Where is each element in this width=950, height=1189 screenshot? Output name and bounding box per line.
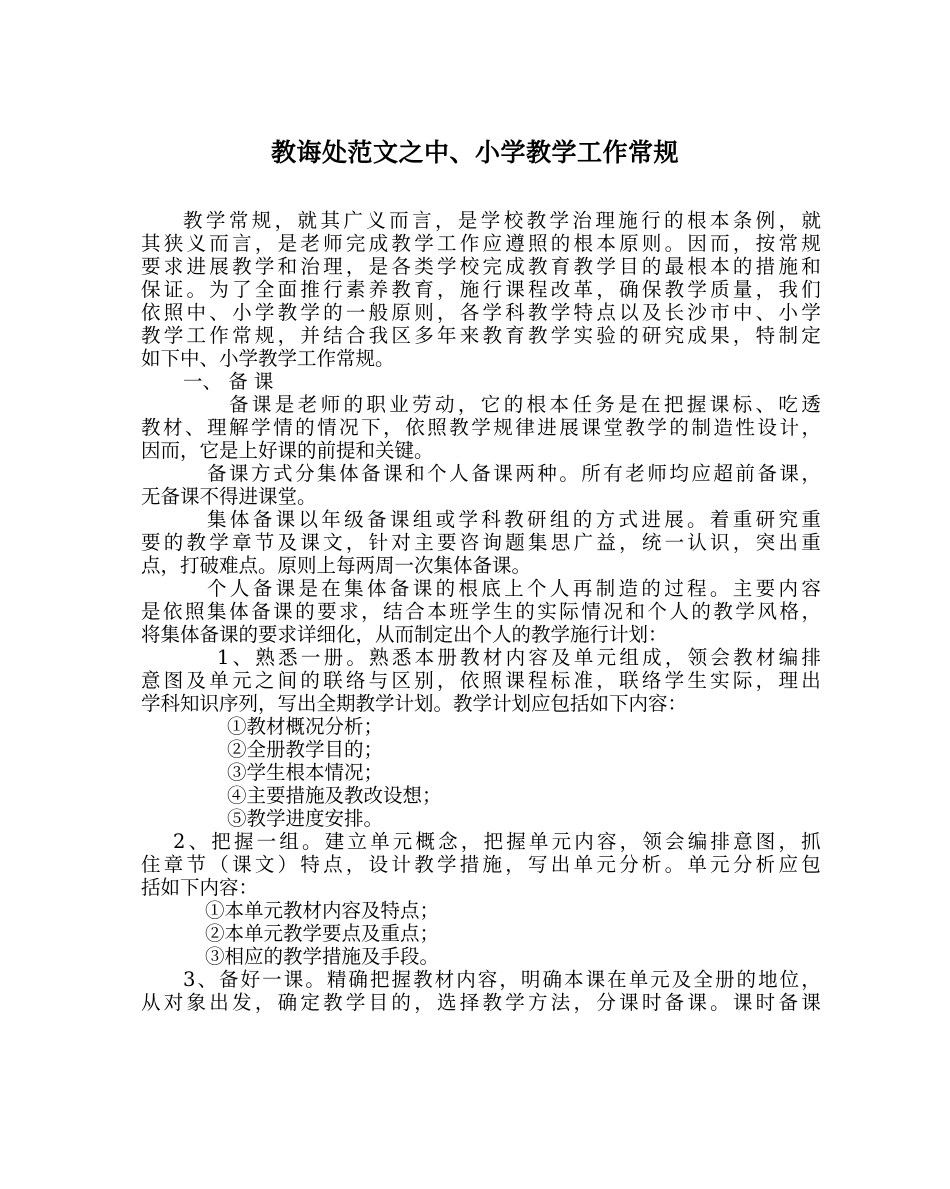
paragraph-line: 学科知识序列，写出全期教学计划。教学计划应包括如下内容： [141,692,688,715]
document-title: 教诲处范文之中、小学教学工作常规 [270,138,679,167]
paragraph-line: 要 求 进 展 教 学 和 治 理 ， 是 各 类 学 校 完 成 教 育 教 学 目 的 最 根 本 的 措 施 和 [141,255,821,278]
paragraph-line: ①本单元教材内容及特点； [205,899,440,922]
paragraph-line: 教 材 、 理 解 学 情 的 情 况 下 ， 依 照 教 学 规 律 进 展 课 堂 教 学 的 制 造 性 设 计 ， [141,416,821,439]
paragraph-line: 意 图 及 单 元 之 间 的 联 络 与 区 别 ， 依 照 课 程 标 准 ， 联 络 学 生 实 际 ， 理 出 [141,669,821,692]
paragraph-line: 个 人 备 课 是 在 集 体 备 课 的 根 底 上 个 人 再 制 造 的 过 程 。 主 要 内 容 [207,577,821,600]
paragraph-line: 集 体 备 课 以 年 级 备 课 组 或 学 科 教 研 组 的 方 式 进 展 。 着 重 研 究 重 [207,508,821,531]
paragraph-line: 因而，它是上好课的前提和关键。 [141,439,434,462]
paragraph-line: 住 章 节 （ 课 文 ） 特 点 ， 设 计 教 学 措 施 ， 写 出 单 元 分 析 。 单 元 分 析 应 包 [141,853,821,876]
paragraph-line: 依 照 中 、 小 学 教 学 的 一 般 原 则 ， 各 学 科 教 学 特 点 以 及 长 沙 市 中 、 小 学 [141,301,821,324]
paragraph-line: 如下中、小学教学工作常规。 [141,347,395,370]
paragraph-line: 无备课不得进课堂。 [141,485,317,508]
paragraph-line: ④主要措施及教改设想； [227,784,442,807]
paragraph-line: ②全册教学目的； [227,738,384,761]
paragraph-line: 从 对 象 出 发 ， 确 定 教 学 目 的 ， 选 择 教 学 方 法 ， 分 课 时 备 课 。 课 时 备 课 [141,991,821,1014]
paragraph-line: 备 课 是 老 师 的 职 业 劳 动 ， 它 的 根 本 任 务 是 在 把 握 课 标 、 吃 透 [229,393,821,416]
paragraph-line: ②本单元教学要点及重点； [205,922,440,945]
paragraph-line: 教 学 常 规 ， 就 其 广 义 而 言 ， 是 学 校 教 学 治 理 施 行 的 根 本 条 例 ， 就 [183,209,821,232]
paragraph-line: ⑤教学进度安排。 [227,807,384,830]
paragraph-line: 备 课 方 式 分 集 体 备 课 和 个 人 备 课 两 种 。 所 有 老 师 均 应 超 前 备 课 ， [207,462,821,485]
paragraph-line: ③相应的教学措施及手段。 [205,945,440,968]
paragraph-line: 教 学 工 作 常 规 ， 并 结 合 我 区 多 年 来 教 育 教 学 实 验 的 研 究 成 果 ， 特 制 定 [141,324,821,347]
paragraph-line: 括如下内容： [141,876,259,899]
paragraph-line: 2 、 把 握 一 组 。 建 立 单 元 概 念 ， 把 握 单 元 内 容 ， 领 会 编 排 意 图 ， 抓 [173,830,821,853]
paragraph-line: 保 证 。 为 了 全 面 推 行 素 养 教 育 ， 施 行 课 程 改 革 ， 确 保 教 学 质 量 ， 我 们 [141,278,821,301]
paragraph-line: 要 的 教 学 章 节 及 课 文 ， 针 对 主 要 咨 询 题 集 思 广 益 ， 统 一 认 识 ， 突 出 重 [141,531,821,554]
paragraph-line: 1 、 熟 悉 一 册 。 熟 悉 本 册 教 材 内 容 及 单 元 组 成 ， 领 会 教 材 编 排 [217,646,821,669]
paragraph-line: 将集体备课的要求详细化，从而制定出个人的教学施行计划： [141,623,668,646]
paragraph-line: 3 、 备 好 一 课 。 精 确 把 握 教 材 内 容 ， 明 确 本 课 在 单 元 及 全 册 的 地 位 ， [183,968,821,991]
paragraph-line: ③学生根本情况； [227,761,384,784]
paragraph-line: ①教材概况分析； [227,715,384,738]
paragraph-line: 是 依 照 集 体 备 课 的 要 求 ， 结 合 本 班 学 生 的 实 际 情 况 和 个 人 的 教 学 风 格 ， [141,600,821,623]
paragraph-line: 点，打破难点。原则上每两周一次集体备课。 [141,554,532,577]
paragraph-line: 其 狭 义 而 言 ， 是 老 师 完 成 教 学 工 作 应 遵 照 的 根 本 原 则 。 因 而 ， 按 常 规 [141,232,821,255]
document-body [141,209,821,1014]
paragraph-line: 一、 备 课 [183,370,274,393]
